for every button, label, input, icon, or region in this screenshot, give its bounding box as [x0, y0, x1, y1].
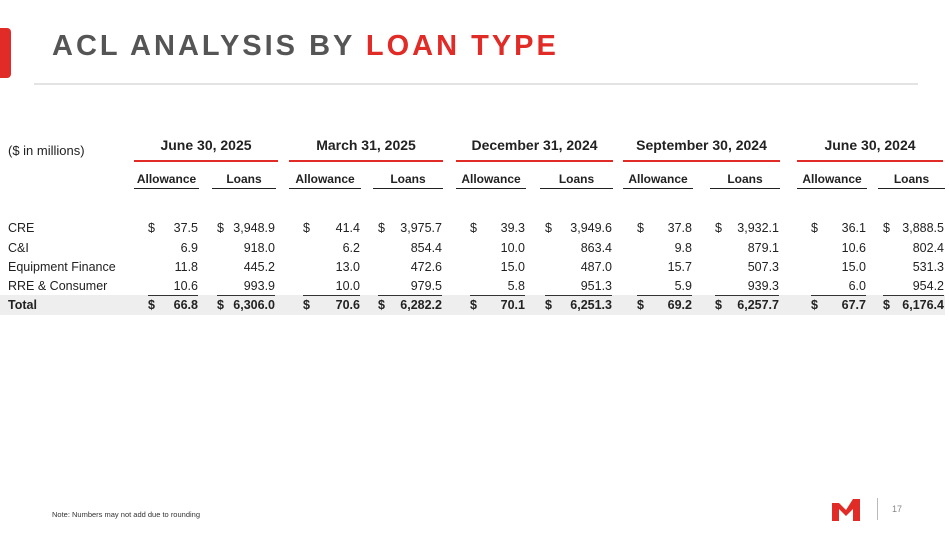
loans-value: 3,949.6: [570, 221, 612, 235]
loans-value: 951.3: [580, 279, 612, 293]
subtotal-underline: [378, 295, 442, 296]
currency-symbol: $: [637, 221, 644, 235]
loans-cell: [883, 259, 944, 275]
allowance-value: 70.6: [335, 298, 360, 312]
loans-value: 487.0: [580, 260, 612, 274]
page-title: [52, 30, 559, 63]
currency-symbol: $: [811, 221, 818, 235]
currency-symbol: $: [545, 221, 552, 235]
subtotal-underline: [637, 295, 692, 296]
row-label: Total: [8, 298, 37, 312]
allowance-cell: [637, 259, 692, 275]
allowance-cell: [811, 240, 866, 256]
allowance-cell: [637, 278, 692, 294]
allowance-column-header: Allowance: [289, 172, 361, 189]
allowance-cell: [470, 240, 525, 256]
loans-cell: [545, 297, 612, 313]
allowance-value: 10.6: [841, 241, 866, 255]
loans-cell: [545, 259, 612, 275]
loans-cell: [715, 259, 779, 275]
loans-column-header: Loans: [710, 172, 780, 189]
currency-symbol: $: [303, 221, 310, 235]
allowance-cell: [303, 240, 360, 256]
loans-value: 3,975.7: [400, 221, 442, 235]
title-divider: [34, 83, 918, 85]
period-header: December 31, 2024: [456, 136, 613, 162]
loans-cell: [378, 240, 442, 256]
allowance-column-header: Allowance: [456, 172, 526, 189]
subtotal-underline: [470, 295, 525, 296]
loans-cell: [545, 220, 612, 236]
period-header: March 31, 2025: [289, 136, 443, 162]
allowance-value: 70.1: [500, 298, 525, 312]
allowance-value: 5.8: [507, 279, 525, 293]
loans-cell: [378, 220, 442, 236]
loans-value: 3,948.9: [233, 221, 275, 235]
loans-value: 802.4: [912, 241, 944, 255]
currency-symbol: $: [637, 298, 644, 312]
allowance-value: 37.5: [173, 221, 198, 235]
loans-value: 863.4: [580, 241, 612, 255]
allowance-column-header: Allowance: [623, 172, 693, 189]
subtotal-underline: [148, 295, 198, 296]
allowance-value: 69.2: [667, 298, 692, 312]
loans-cell: [715, 240, 779, 256]
loans-cell: [883, 297, 944, 313]
currency-symbol: $: [470, 221, 477, 235]
loans-value: 6,306.0: [233, 298, 275, 312]
loans-value: 879.1: [747, 241, 779, 255]
currency-symbol: $: [545, 298, 552, 312]
allowance-cell: [303, 220, 360, 236]
subtotal-underline: [715, 295, 779, 296]
loans-cell: [217, 278, 275, 294]
page-title-accent: LOAN TYPE: [365, 30, 559, 62]
allowance-value: 11.8: [174, 260, 198, 274]
loans-cell: [378, 278, 442, 294]
loans-value: 6,176.4: [902, 298, 944, 312]
company-logo-mark: [832, 499, 860, 521]
loans-value: 6,251.3: [570, 298, 612, 312]
currency-symbol: $: [148, 221, 155, 235]
allowance-value: 5.9: [674, 279, 692, 293]
loans-column-header: Loans: [373, 172, 443, 189]
loans-value: 3,888.5: [902, 221, 944, 235]
subtotal-underline: [811, 295, 866, 296]
allowance-cell: [811, 278, 866, 294]
subtotal-underline: [303, 295, 360, 296]
loans-cell: [545, 240, 612, 256]
loans-value: 954.2: [912, 279, 944, 293]
loans-value: 6,257.7: [737, 298, 779, 312]
allowance-column-header: Allowance: [134, 172, 199, 189]
loans-column-header: Loans: [212, 172, 276, 189]
allowance-value: 6.0: [848, 279, 866, 293]
allowance-value: 36.1: [841, 221, 866, 235]
allowance-cell: [303, 259, 360, 275]
allowance-cell: [637, 220, 692, 236]
allowance-value: 15.7: [667, 260, 692, 274]
currency-symbol: $: [715, 298, 722, 312]
currency-symbol: $: [470, 298, 477, 312]
allowance-value: 15.0: [500, 260, 525, 274]
loans-cell: [378, 259, 442, 275]
currency-symbol: $: [303, 298, 310, 312]
allowance-value: 6.2: [342, 241, 360, 255]
loans-cell: [883, 220, 944, 236]
row-label: RRE & Consumer: [8, 279, 108, 293]
currency-symbol: $: [148, 298, 155, 312]
currency-symbol: $: [217, 221, 224, 235]
allowance-cell: [303, 297, 360, 313]
loans-value: 472.6: [410, 260, 442, 274]
loans-column-header: Loans: [540, 172, 613, 189]
loans-value: 531.3: [912, 260, 944, 274]
loans-cell: [715, 220, 779, 236]
loans-column-header: Loans: [878, 172, 945, 189]
accent-tab: [0, 28, 11, 78]
allowance-value: 37.8: [667, 221, 692, 235]
allowance-value: 15.0: [841, 260, 866, 274]
loans-cell: [715, 278, 779, 294]
loans-value: 854.4: [410, 241, 442, 255]
allowance-cell: [470, 220, 525, 236]
row-label: C&I: [8, 241, 29, 255]
period-header: June 30, 2025: [134, 136, 278, 162]
allowance-value: 67.7: [841, 298, 866, 312]
allowance-value: 9.8: [674, 241, 692, 255]
allowance-value: 39.3: [500, 221, 525, 235]
currency-symbol: $: [378, 298, 385, 312]
footnote: Note: Numbers may not add due to rounding: [52, 510, 201, 519]
allowance-value: 66.8: [173, 298, 198, 312]
allowance-cell: [148, 259, 198, 275]
loans-cell: [883, 278, 944, 294]
allowance-cell: [811, 259, 866, 275]
allowance-cell: [470, 259, 525, 275]
currency-symbol: $: [811, 298, 818, 312]
allowance-value: 10.0: [335, 279, 360, 293]
page-number: 17: [892, 504, 903, 514]
loans-value: 993.9: [243, 279, 275, 293]
allowance-cell: [148, 278, 198, 294]
loans-cell: [545, 278, 612, 294]
page-title-main: ACL ANALYSIS BY: [52, 30, 355, 62]
units-label: ($ in millions): [8, 143, 85, 158]
loans-value: 6,282.2: [400, 298, 442, 312]
currency-symbol: $: [378, 221, 385, 235]
subtotal-underline: [545, 295, 612, 296]
allowance-cell: [148, 240, 198, 256]
loans-cell: [883, 240, 944, 256]
loans-cell: [715, 297, 779, 313]
loans-value: 939.3: [747, 279, 779, 293]
allowance-value: 10.6: [173, 279, 198, 293]
allowance-cell: [470, 297, 525, 313]
subtotal-underline: [217, 295, 275, 296]
currency-symbol: $: [715, 221, 722, 235]
loans-cell: [378, 297, 442, 313]
allowance-cell: [637, 297, 692, 313]
period-header: September 30, 2024: [623, 136, 780, 162]
allowance-value: 41.4: [335, 221, 360, 235]
allowance-cell: [148, 220, 198, 236]
allowance-column-header: Allowance: [797, 172, 867, 189]
allowance-value: 6.9: [180, 241, 198, 255]
period-header: June 30, 2024: [797, 136, 943, 162]
loans-cell: [217, 259, 275, 275]
currency-symbol: $: [883, 221, 890, 235]
loans-value: 445.2: [243, 260, 275, 274]
allowance-cell: [303, 278, 360, 294]
loans-cell: [217, 220, 275, 236]
allowance-value: 10.0: [500, 241, 525, 255]
allowance-cell: [637, 240, 692, 256]
allowance-cell: [148, 297, 198, 313]
loans-value: 3,932.1: [737, 221, 779, 235]
allowance-cell: [811, 220, 866, 236]
loans-cell: [217, 240, 275, 256]
currency-symbol: $: [217, 298, 224, 312]
loans-value: 979.5: [410, 279, 442, 293]
row-label: Equipment Finance: [8, 260, 116, 274]
loans-value: 507.3: [747, 260, 779, 274]
logo-divider: [877, 498, 878, 520]
allowance-cell: [470, 278, 525, 294]
subtotal-underline: [883, 295, 944, 296]
allowance-value: 13.0: [335, 260, 360, 274]
loans-value: 918.0: [243, 241, 275, 255]
currency-symbol: $: [883, 298, 890, 312]
loans-cell: [217, 297, 275, 313]
allowance-cell: [811, 297, 866, 313]
row-label: CRE: [8, 221, 35, 235]
